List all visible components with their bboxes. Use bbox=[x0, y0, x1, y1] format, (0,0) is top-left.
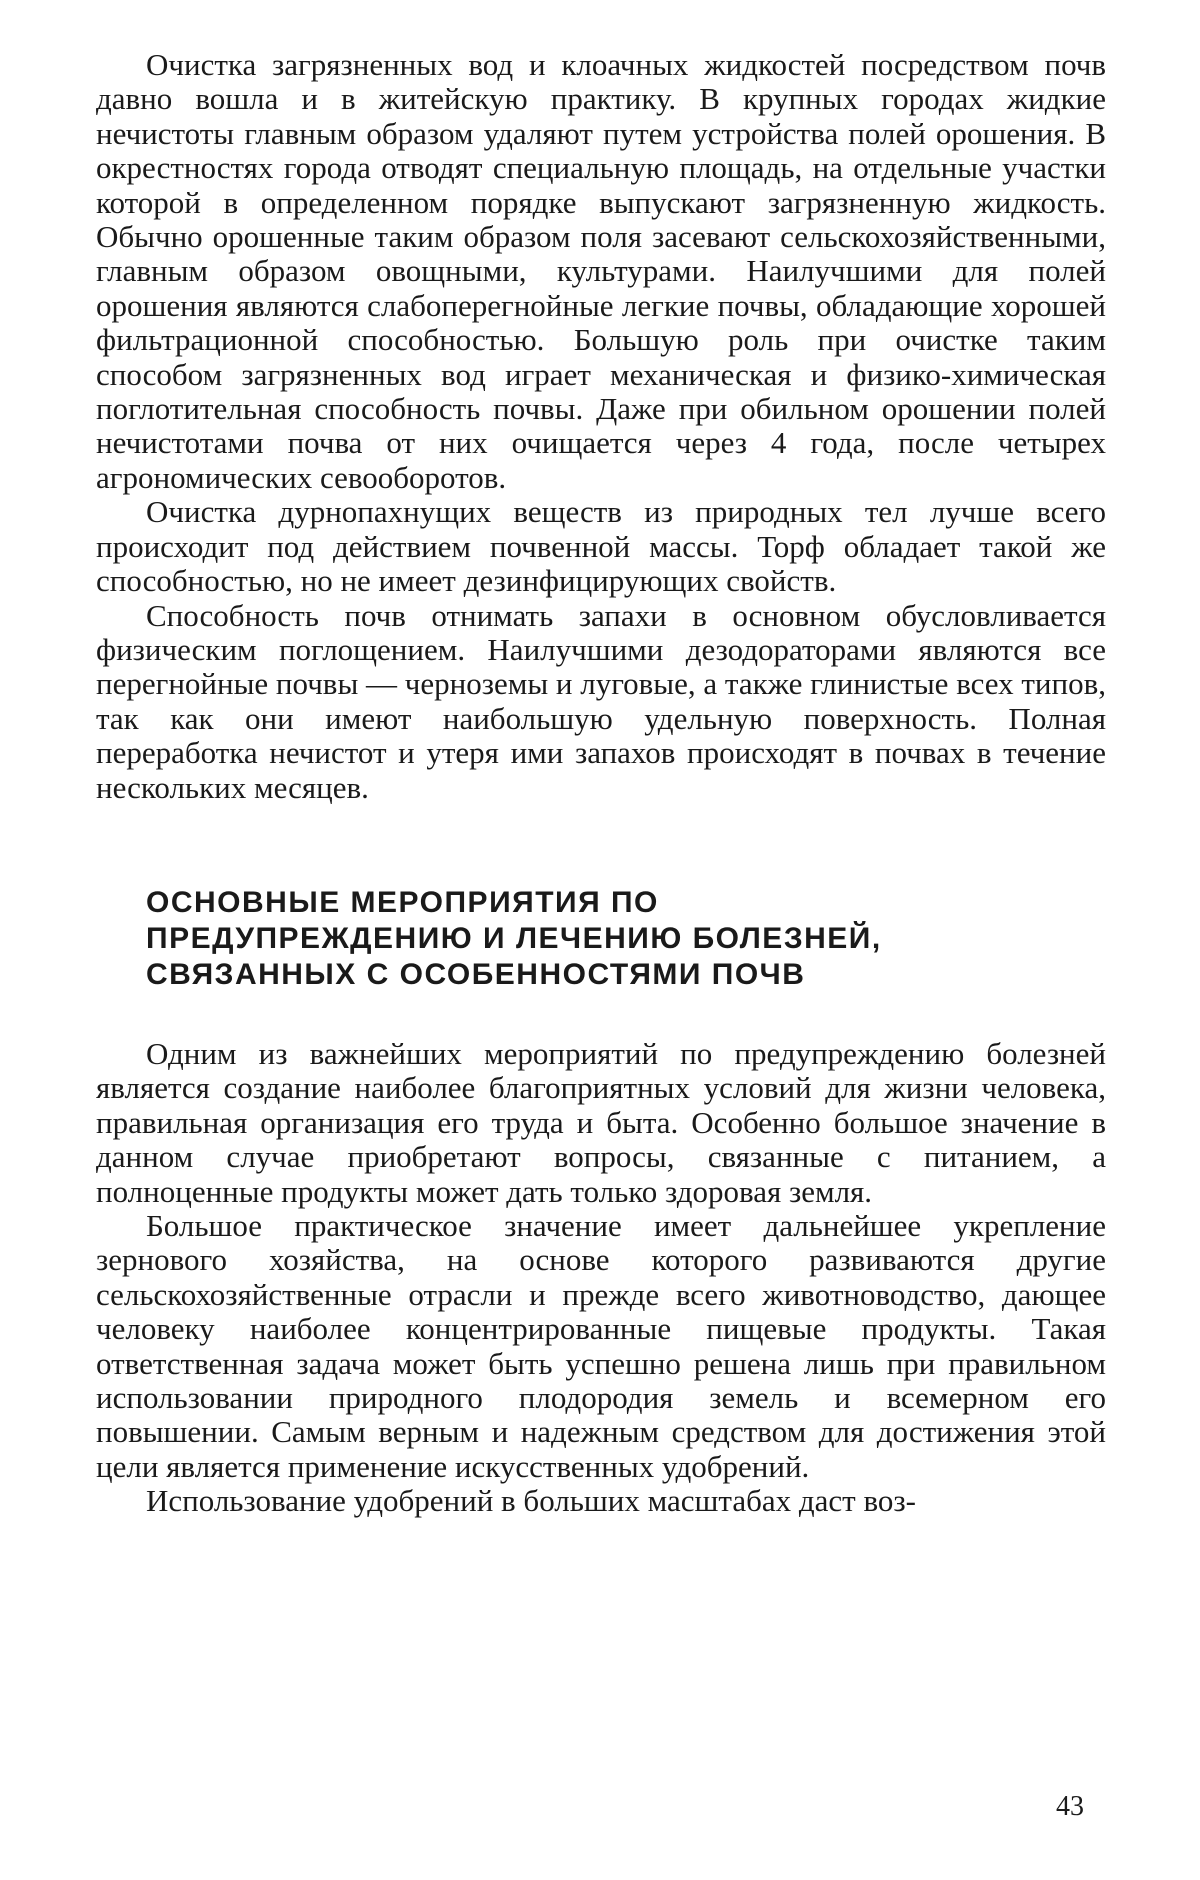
page-body bbox=[96, 48, 1106, 1519]
paragraph-fertilizers: Использование удобрений в больших масштабах даст воз- bbox=[146, 1483, 916, 1519]
paragraph-soil-water-purification: Очистка загрязненных вод и клоачных жидкостей посредством почв давно вошла и в житейскую практику. В крупных городах жидкие нечистоты главным образом удаляют путем устройства полей орошения. В окрестностях города отводят специальную площадь, на отдельные участки которой в определенном порядке выпускают загрязненную жидкость. Обычно орошенные таким образом поля засевают сельскохозяйственными, главным образом овощными, культурами. Наилучшими для полей орошения являются слабоперегнойные легкие почвы, обладающие хорошей фильтрационной способностью. Большую роль при очистке таким способом загрязненных вод играет механическая и физико-химическая поглотительная способность почвы. Даже при обильном орошении полей нечистотами почва от них очищается через 4 года, после четырех агрономических севооборотов. bbox=[96, 47, 1106, 495]
section-heading-line: ОСНОВНЫЕ МЕРОПРИЯТИЯ ПО bbox=[146, 885, 659, 919]
page-number: 43 bbox=[1056, 1791, 1084, 1822]
paragraph-odor-removal: Очистка дурнопахнущих веществ из природных тел лучше всего происходит под действием почвенной массы. Торф обладает такой же способностью, но не имеет дезинфицирующих свойств. bbox=[96, 494, 1106, 599]
section-heading-line: СВЯЗАННЫХ С ОСОБЕННОСТЯМИ ПОЧВ bbox=[146, 957, 806, 991]
paragraph-deodorizing-soils: Способность почв отнимать запахи в основном обусловливается физическим поглощением. Наилучшими дезодораторами являются все перегнойные почвы — черноземы и луговые, а также глинистые всех типов, так как они имеют наибольшую удельную поверхность. Полная переработка нечистот и утеря ими запахов происходят в почвах в течение нескольких месяцев. bbox=[96, 597, 1106, 805]
section-heading bbox=[146, 885, 1106, 993]
paragraph-disease-prevention: Одним из важнейших мероприятий по предупреждению болезней является создание наиболее благоприятных условий для жизни человека, правильная организация его труда и быта. Особенно большое значение в данном случае приобретают вопросы, связанные с питанием, а полноценные продукты может дать только здоровая земля. bbox=[96, 1035, 1106, 1209]
section-heading-line: ПРЕДУПРЕЖДЕНИЮ И ЛЕЧЕНИЮ БОЛЕЗНЕЙ, bbox=[146, 921, 882, 955]
paragraph-grain-farming: Большое практическое значение имеет дальнейшее укрепление зернового хозяйства, на основе которого развиваются другие сельскохозяйственные отрасли и прежде всего животноводство, дающее человеку наиболее концентрированные пищевые продукты. Такая ответственная задача может быть успешно решена лишь при правильном использовании природного плодородия земель и всемерном его повышении. Самым верным и надежным средством для достижения этой цели является применение искусственных удобрений. bbox=[96, 1207, 1106, 1484]
